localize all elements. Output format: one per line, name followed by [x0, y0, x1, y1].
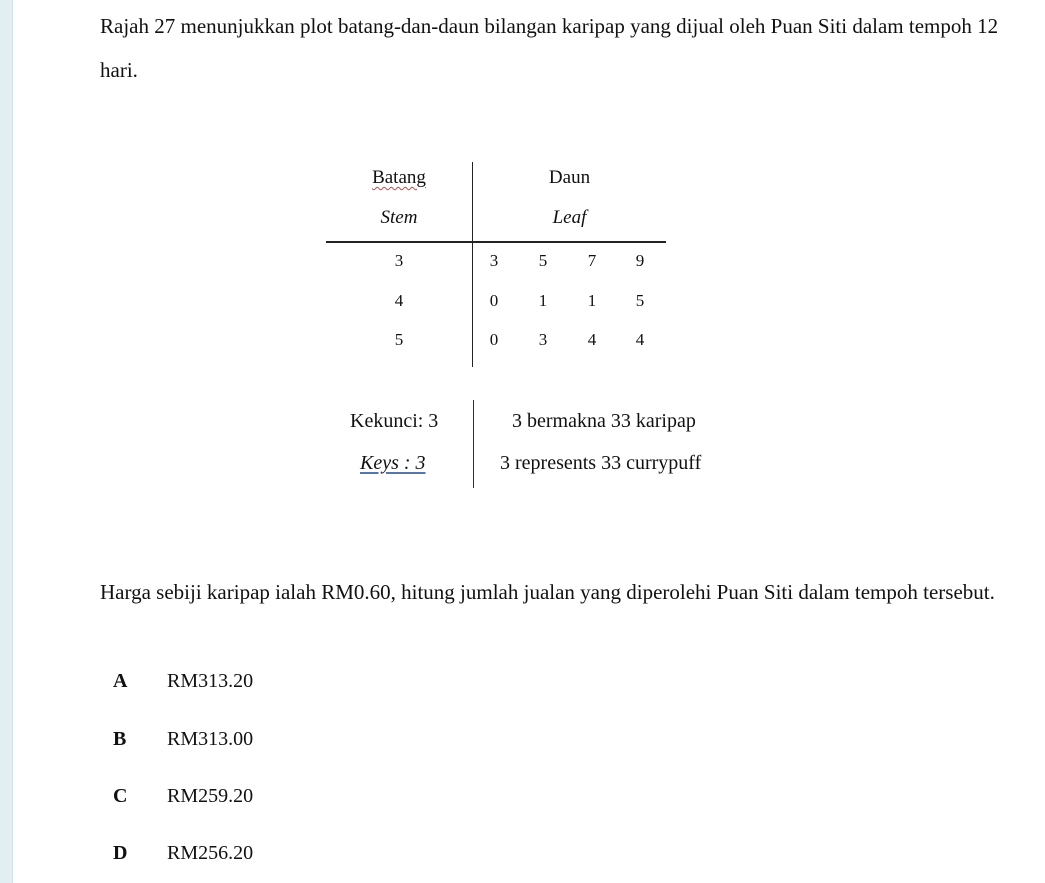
intro-paragraph: Rajah 27 menunjukkan plot batang-dan-daun bilangan karipap yang dijual oleh Puan Siti dalam tempoh 12 hari.: [100, 14, 999, 82]
leaf-header-en: Leaf: [552, 207, 587, 228]
stem-value: 3: [394, 251, 404, 270]
option-letter: D: [113, 842, 128, 864]
leaf-value: 1: [538, 291, 548, 310]
leaf-header-my: Daun: [548, 167, 591, 188]
option-text: RM313.00: [167, 728, 254, 750]
leaf-value: 1: [587, 291, 597, 310]
key-meaning-en: 3 represents 33 currypuff: [500, 452, 702, 474]
leaf-value: 5: [538, 251, 548, 270]
stem-value: 5: [394, 330, 404, 349]
leaf-value: 3: [538, 330, 548, 349]
option-letter: A: [113, 670, 128, 692]
option-text: RM259.20: [167, 785, 254, 807]
leaf-value: 0: [489, 330, 499, 349]
leaf-value: 0: [489, 291, 499, 310]
leaf-value: 7: [587, 251, 597, 270]
stem-leaf-plot: [326, 162, 666, 367]
key-divider: [473, 400, 474, 488]
leaf-value: 5: [635, 291, 645, 310]
stem-header-my: Batang: [372, 167, 426, 188]
stem-header-en: Stem: [380, 207, 418, 228]
option-text: RM313.20: [167, 670, 254, 692]
stem-value: 4: [394, 291, 404, 310]
question-paragraph: Harga sebiji karipap ialah RM0.60, hitung jumlah jualan yang diperolehi Puan Siti dalam tempoh tersebut.: [100, 580, 995, 604]
leaf-value: 4: [635, 330, 645, 349]
plot-key: [340, 400, 760, 490]
left-margin-strip: [0, 0, 13, 883]
leaf-value: 4: [587, 330, 597, 349]
option-letter: C: [113, 785, 128, 807]
option-text: RM256.20: [167, 842, 254, 864]
key-label-en: Keys : 3: [360, 452, 426, 474]
key-label-my: Kekunci: 3: [350, 410, 439, 432]
plot-divider-vertical: [472, 162, 473, 367]
leaf-value: 3: [489, 251, 499, 270]
plot-divider-horizontal: [326, 241, 666, 243]
option-letter: B: [113, 728, 127, 750]
key-meaning-my: 3 bermakna 33 karipap: [512, 410, 696, 432]
leaf-value: 9: [635, 251, 645, 270]
